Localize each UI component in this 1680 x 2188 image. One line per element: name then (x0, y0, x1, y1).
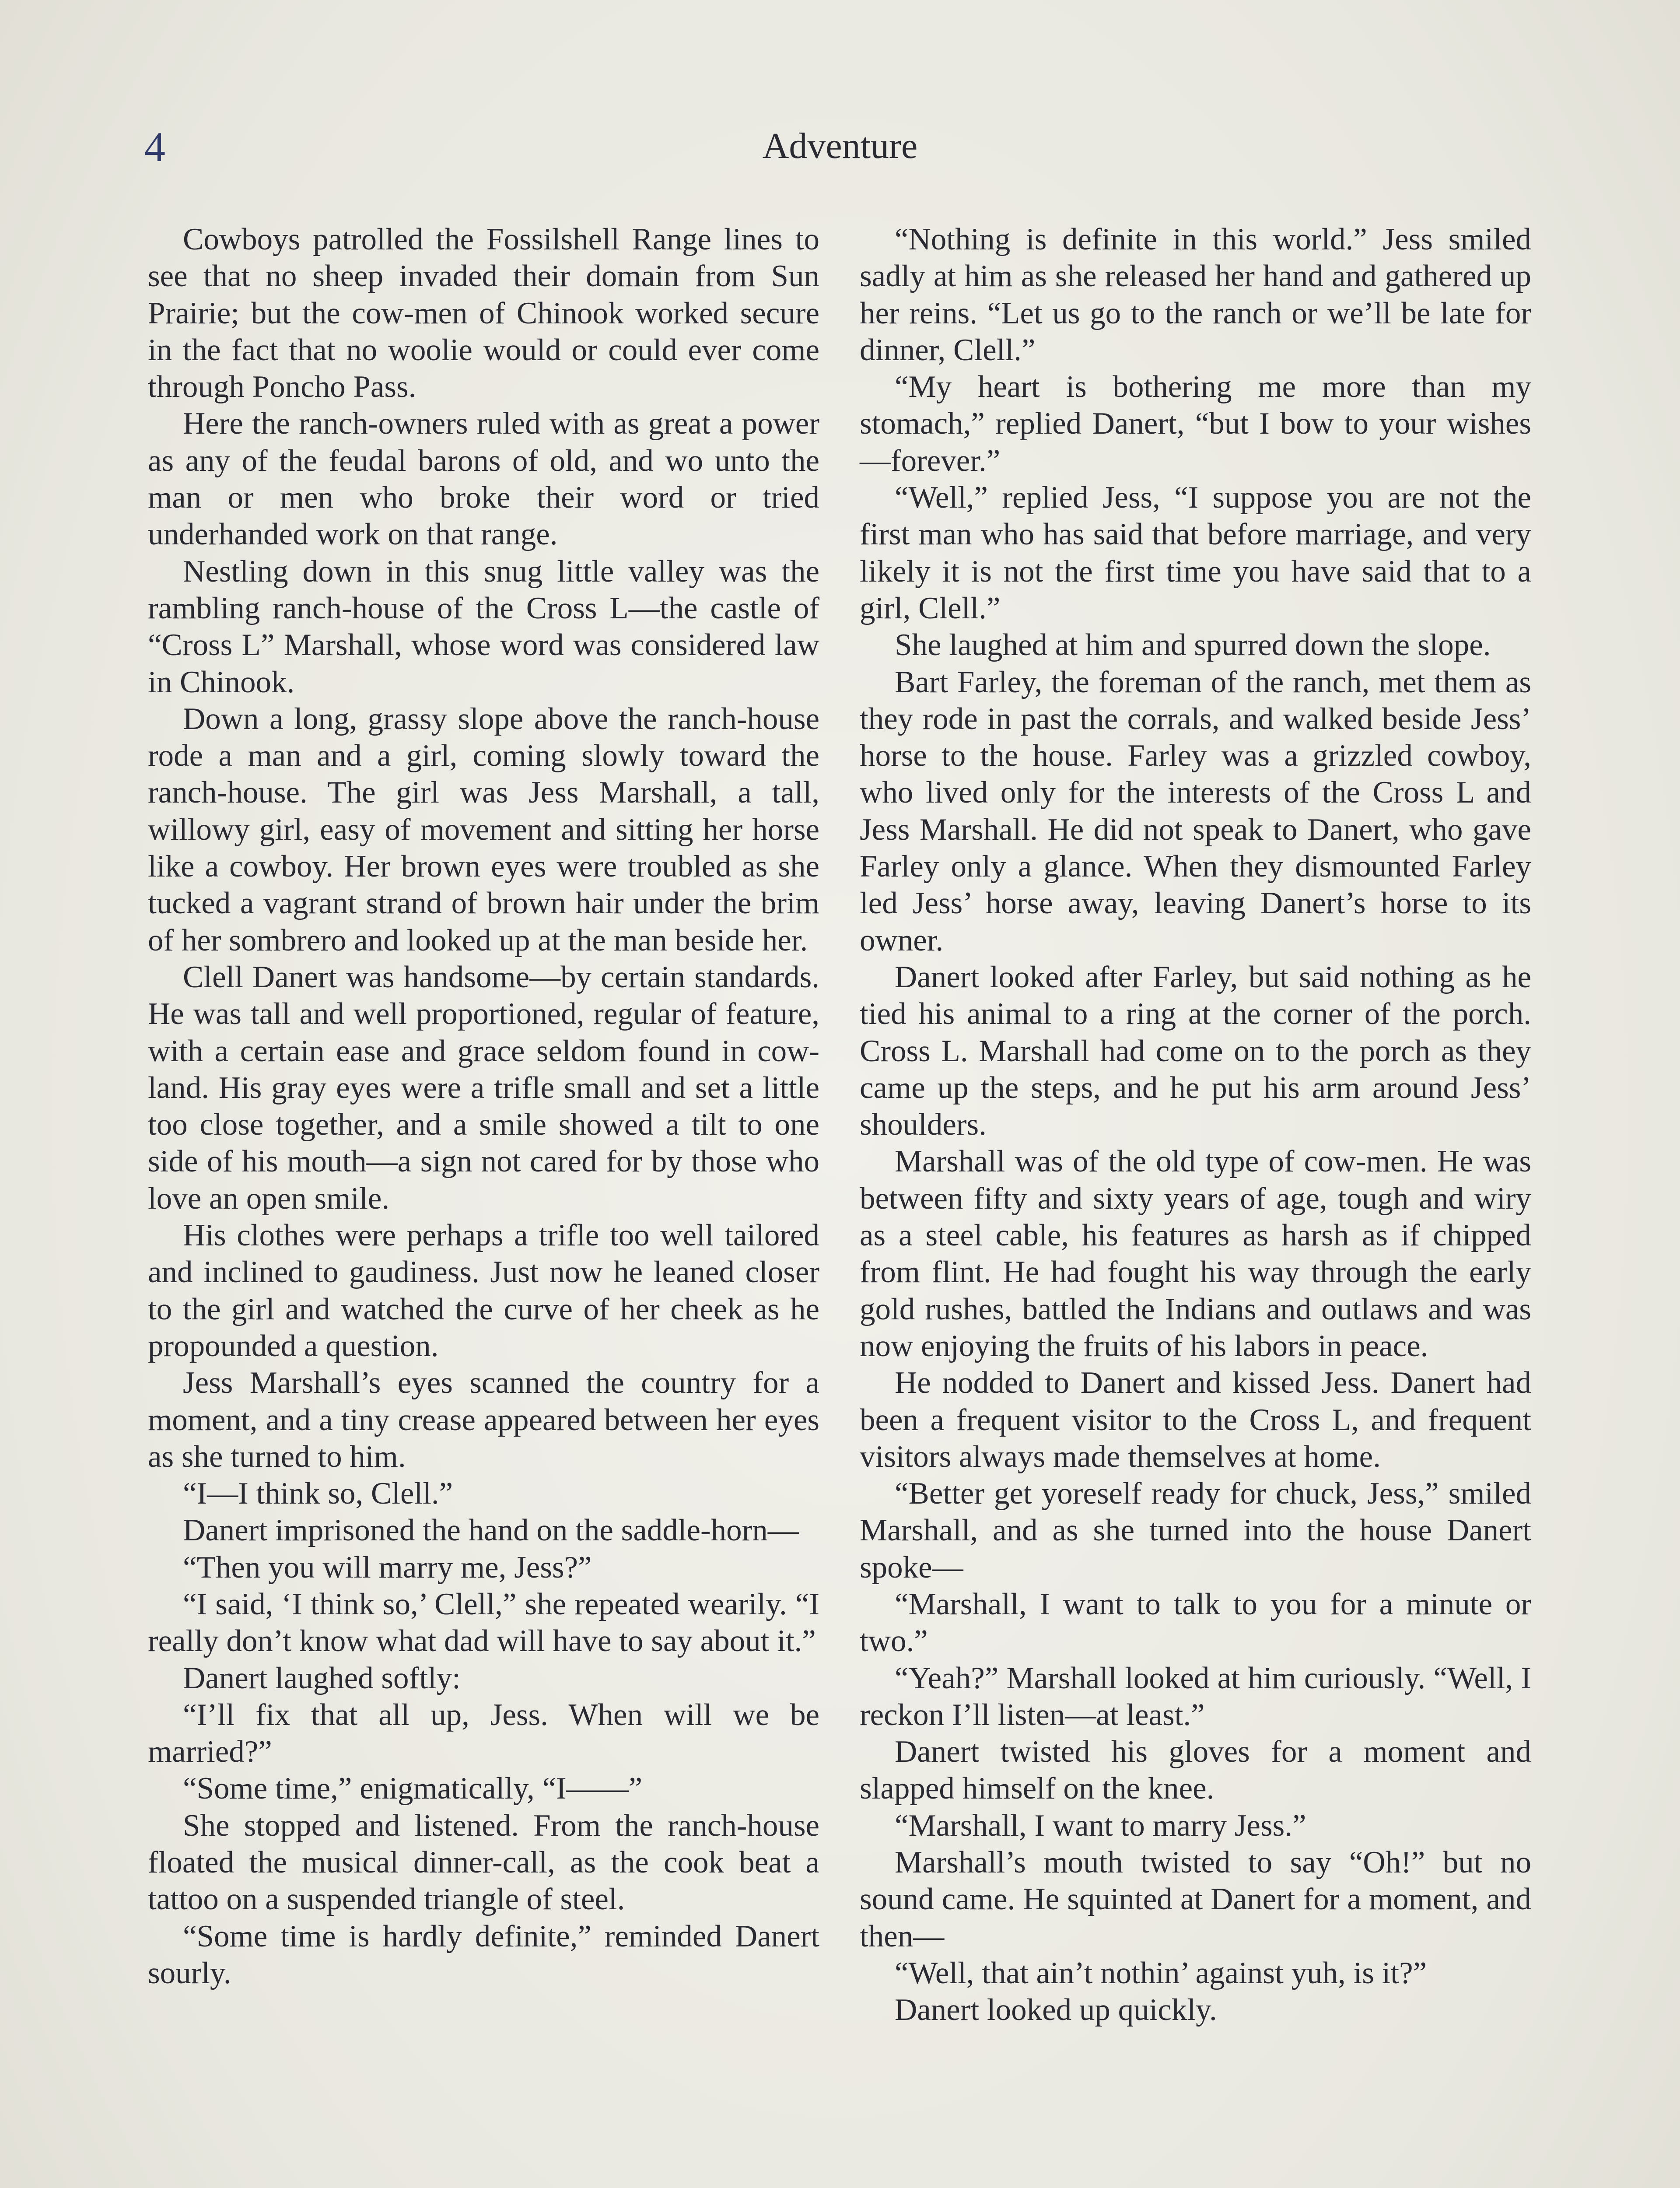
paragraph: “Well,” replied Jess, “I suppose you are not the first man who has said that before marriage, and very likely it is not the first time you have said that to a girl, Clell.” (860, 480, 1531, 625)
left-text-column (148, 221, 819, 1992)
paragraph: His clothes were perhaps a trifle too well tailored and inclined to gaudiness. Just now he leaned closer to the girl and watched the curve of her cheek as he propounded a question. (148, 1218, 819, 1363)
paragraph: “Some time is hardly definite,” reminded Danert sourly. (148, 1919, 819, 1990)
paragraph: She stopped and listened. From the ranch-house floated the musical dinner-call, as the cook beat a tattoo on a suspended triangle of steel. (148, 1808, 819, 1917)
paragraph: Bart Farley, the foreman of the ranch, met them as they rode in past the corrals, and walked beside Jess’ horse to the house. Farley was a grizzled cowboy, who lived only for the interests of the Cross L and Jess Marshall. He did not speak to Danert, who gave Farley only a glance. When they dismounted Farley led Jess’ horse away, leaving Danert’s horse to its owner. (860, 665, 1531, 957)
paragraph: “Yeah?” Marshall looked at him curiously. “Well, I reckon I’ll listen—at least.” (860, 1661, 1531, 1732)
paragraph: “I—I think so, Clell.” (183, 1476, 453, 1511)
right-text-column (860, 221, 1531, 2029)
paragraph: “Then you will marry me, Jess?” (183, 1550, 592, 1585)
paragraph: “I said, ‘I think so,’ Clell,” she repeated wearily. “I really don’t know what dad will have to say about it.” (148, 1587, 819, 1659)
paragraph: He nodded to Danert and kissed Jess. Danert had been a frequent visitor to the Cross L, and frequent visitors always made themselves at home. (860, 1366, 1531, 1474)
paragraph: Here the ranch-owners ruled with as great a power as any of the feudal barons of old, and wo unto the man or men who broke their word or tried underhanded work on that range. (148, 407, 819, 552)
paragraph: “Marshall, I want to talk to you for a minute or two.” (860, 1587, 1531, 1659)
paragraph: Jess Marshall’s eyes scanned the country for a moment, and a tiny crease appeared between her eyes as she turned to him. (148, 1366, 819, 1474)
paragraph: Danert looked up quickly. (895, 1993, 1217, 2027)
paragraph: “Nothing is definite in this world.” Jess smiled sadly at him as she released her hand and gathered up her reins. “Let us go to the ranch or we’ll be late for dinner, Clell.” (860, 222, 1531, 367)
paragraph: “My heart is bothering me more than my stomach,” replied Danert, “but I bow to your wishes—forever.” (860, 370, 1531, 478)
paragraph: “Better get yoreself ready for chuck, Jess,” smiled Marshall, and as she turned into the house Danert spoke— (860, 1476, 1531, 1585)
paragraph: Danert looked after Farley, but said nothing as he tied his animal to a ring at the corner of the porch. Cross L. Marshall had come on to the porch as they came up the steps, and he put his arm around Jess’ shoulders. (860, 960, 1531, 1142)
paragraph: Nestling down in this snug little valley was the rambling ranch-house of the Cross L—the castle of “Cross L” Marshall, whose word was considered law in Chinook. (148, 554, 819, 699)
paragraph: Danert imprisoned the hand on the saddle-horn— (183, 1513, 799, 1548)
running-head-title: Adventure (762, 126, 918, 166)
paragraph: Danert twisted his gloves for a moment and slapped himself on the knee. (860, 1735, 1531, 1806)
paragraph: Cowboys patrolled the Fossilshell Range lines to see that no sheep invaded their domain from Sun Prairie; but the cow-men of Chinook worked secure in the fact that no woolie would or could ever come through Poncho Pass. (148, 222, 819, 404)
paragraph: “Well, that ain’t nothin’ against yuh, is it?” (895, 1956, 1427, 1990)
paragraph: Clell Danert was handsome—by certain standards. He was tall and well proportioned, regular of feature, with a certain ease and grace seldom found in cow-land. His gray eyes were a trifle small and set a little too close together, and a smile showed a tilt to one side of his mouth—a sign not cared for by those who love an open smile. (148, 960, 819, 1216)
paragraph: Marshall’s mouth twisted to say “Oh!” but no sound came. He squinted at Danert for a moment, and then— (860, 1845, 1531, 1953)
paragraph: Danert laughed softly: (183, 1661, 461, 1695)
paragraph: Marshall was of the old type of cow-men. He was between fifty and sixty years of age, tough and wiry as a steel cable, his features as harsh as if chipped from flint. He had fought his way through the early gold rushes, battled the Indians and outlaws and was now enjoying the fruits of his labors in peace. (860, 1144, 1531, 1363)
paragraph: Down a long, grassy slope above the ranch-house rode a man and a girl, coming slowly toward the ranch-house. The girl was Jess Marshall, a tall, willowy girl, easy of movement and sitting her horse like a cowboy. Her brown eyes were troubled as she tucked a vagrant strand of brown hair under the brim of her sombrero and looked up at the man beside her. (148, 701, 819, 957)
paragraph: “Marshall, I want to marry Jess.” (895, 1808, 1306, 1843)
paragraph: “Some time,” enigmatically, “I——” (183, 1771, 643, 1806)
page-number: 4 (144, 123, 165, 170)
paragraph: She laughed at him and spurred down the slope. (895, 628, 1491, 663)
paragraph: “I’ll fix that all up, Jess. When will we be married?” (148, 1697, 819, 1769)
